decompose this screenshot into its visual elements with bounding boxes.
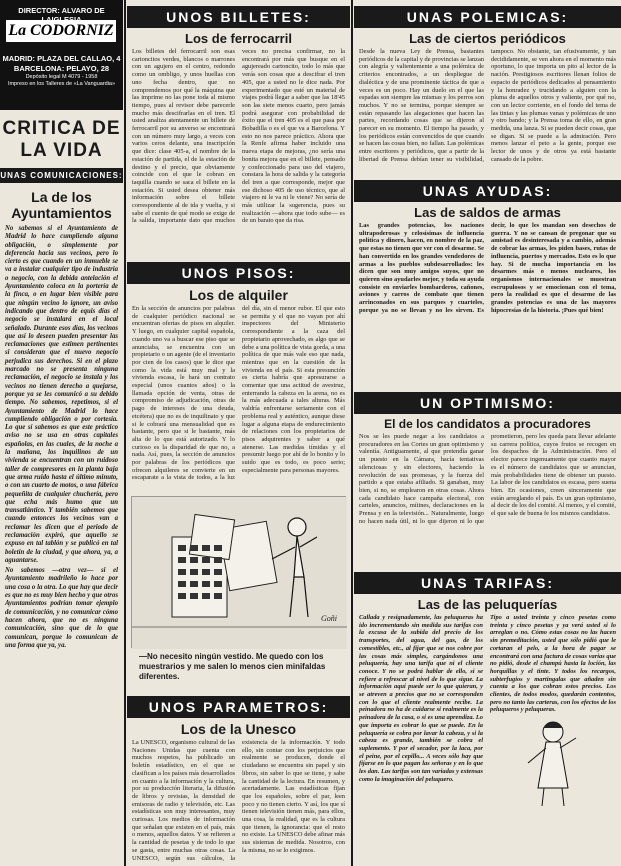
billetes-section <box>127 0 350 260</box>
director: DIRECTOR: ALVARO DE <box>18 6 105 15</box>
pisos-text: En la sección de anuncios por palabras de cualquier periódico nacional se encuentran ofertas de pisos en alquiler. Y luego, en cualquier capital española, cuando uno va a buscar ese piso que se anunciaba, se encuentra con un propietario o un agente (de el inventario por cien de los casos) que le dice que como la vida está muy mal y la vivienda escasa, le hará un contrato especial (unos cuantos años) o la llamada opción de venta, otras de compromiso de adjudicación, otras de pago de intereses de una deuda, etcétera) que no es de inquilinato y que si le cobrará una mensualidad que es bastante, pero que si le bastante, más alta de lo que está autorizado. Y lo curioso es la disparidad de que no, a nada. Así, pues, la sección de anuncios por palabras de los periódicos que ofrecen alquileres se convierte en un escaparate a la vista de todos, a la luz del día, sin el menor rubor. El que esto se permita y el que no vayan por ahí inspectores del Ministerio correspondiente a la caza del propietario aprovechado, es algo que se debe a una política de vista gorda, a una política de que más vale eso que nada, mientras que en la cuestión de la vivienda en el país. Si esta presunción es cierta habría que apresurarse a comentar que una actitud de avestruz, enterrando la cabeza en la arena, no es la más adecuada a tales alturas. Más valdría enfrentarse seriamente con el problema real y auténtico, aunque diese lugar a alguna etapa de endurecimiento de relaciones con los propietarios de pisos adquirentes y saber a qué atenerse. Las medidas tímidas y el presumir luego por ahí de lo bonito y lo suido que es todo, es poco serio; especialmente para personas mayores. <box>132 305 345 482</box>
column-rule-2 <box>351 0 353 866</box>
parametros-section <box>127 696 350 866</box>
optimismo-text: Nos se les puede negar a los candidatos a procuradores en las Cortes un gran optimismo y valentía. Antiguamente, al que pretendía ganar un puesto en la Cámara, hacía tentativas silenciosas y sin electores, haciendo la revolución de sus promesas, y la fuerza del partido a que estaba afiliado. Si ganaban, muy bien, si no, se emplearon en otras cosas. Ahora cada candidato hace campaña electoral, con carteles, anuncios, mítines, declaraciones en la Prensa y en la televisión... Naturalmente, luego no hacen nada útil, ni lo que dijeron ni lo que prometieron, pero les queda para llevar adelante su carrera política, cuyos frutos se recogen en los despachos de la Administración. Pero el elector parece ingenuamente que cuanto mayor es el número de candidatos que se anuncian, más probabilidades tiene de obtener un puesto. La labor de los candidatos es escasa, pero suena bien. En ocasiones, creen sinceramente que están arreglando el país. Es un gran optimismo, al decir de los del comité. Al menos, y el comité, el que sale de buena fe los mismos candidatos. <box>359 433 616 525</box>
tarifas-section <box>354 572 621 866</box>
ayudas-band: UNAS AYUDAS: <box>354 180 621 202</box>
optimismo-section <box>354 392 621 570</box>
cartoon-section <box>127 496 350 694</box>
optimismo-headline: El de los candidatos a procuradores <box>384 417 591 431</box>
critica-section <box>0 114 123 866</box>
tarifas-text-2: Tipo a usted treinta y cinco pesetas como treinta y cinco pesetas y ya verá usted si lo arreglan o no. Cómo estas cosas no las hacen sin premeditación, usted que sólo pidió que le cortaran el pelo, a la hora de pagar se encontrará con una factura de cosas varias que no pidió, desde el champú hasta la loción, las horquillas y el tinte. Y todos los recargos, subterfugios y martingalas que añaden sin cuenta a los que cobran estos precios. Los clientes, de todos modos, quedarán contentos, pero no tanto las carteras, con los efectos de los peluqueros y peluqueras. <box>490 614 616 714</box>
column-rule <box>124 0 126 866</box>
tarifas-headline: Las de las peluquerías <box>417 597 558 612</box>
billetes-text: Los billetes del ferrocarril son esas cartoncitos verdes, blancos o marrones con un agujero en el centro, redondo como un ombligo, y unos huellas con uno fecha dentro, que no comprendemos por qué la máquina que las imprime no las pone toda al mismo tiempo, pues al revisor debe parecerle mucho más descifrarlas en el tren. El usted analiza atentamente un billete de ferrocarril por su anverso se encontrará con un número muy largo, a veces con varios ceros delante, una inscripción que dice: clase 405-a, el nombre de la estación de partida, el de la estación de destino y el precio, que obviamente coincide con el que le cobran en taquilla cuando se saca el billete en la estación. Si usted desea obtener más información sobre el billete correspondiente al de ida y vuelta, y si sabe el cuento de qué modo se exige de la salida, importante dato que muchos veces no precisa confirmar, no la encontrará por más que busque en el agujereado cartoncito, todo lo más que verás son cosas que a descifrar el tren 405, que a usted no le dice nada. Por experimentado que esté un material de viajes podrá llegar a saber que las 18'45 son las siete menos cuarto, pero jamás podrá asegurar con probabilidad de éxito que el tren 405 es el que pasa por Bobadilla o es el que va a Barcelona. Y esto no nos parece práctico. Ahora que la Renfe afirma haber incluido una nueva etapa de mejoras, ¿no sería una bonita mejora que en el billete, pensado y confeccionado para uso del viajero, constara la hora de salida y la categoría del tren a que corresponde, mejor que ese dichoso 405 de uso técnico, que al viajero ni le va ni le viene? No sería de más utilizar la sugerencia, pues su realización —ahora que todo sube— es de un barato que da risa. <box>132 48 345 225</box>
ayudas-text: Las grandes potencias, los naciones ultrapoderosas y celosísimas de influencia política y dinero, hacen, en nombre de la paz, que estas no tienen que ver con el desarme. Se han convertido en los grandes vendedores de armas a los pueblos subdesarrollados: les dicen que son muy amigos suyos, que no quieren sino ayudarles mejor, y toda su ayuda consiste en enviarles bombarderos, cañones, aviones y carros de combate que tienen arrinconados en sus parques y cuarteles, porque ya no se llevan y no les sirven. Es decir, lo que les mandan son desechos de guerra. Y no se cansan de pregonar que su amistad es desinteresada y a cambio, además de cobrar las armas, les piden bases, rutas de influencia, puertos y mercados. Esto es lo que hay. Si de mucha importancia en los desarmes más o menos nucleares, los organismos internacionales se muestran escrupulosos y se emocionan con el tema, pero la realidad es que el desarme de las grandes potencias es una de las mayores hipocresías de la historia. ¡Pues qué bien! <box>359 222 616 314</box>
ayuntamientos-headline: La de los Ayuntamientos <box>11 189 112 221</box>
cartoon-drawing <box>132 497 347 649</box>
pisos-band: UNOS PISOS: <box>127 262 350 284</box>
ayudas-headline: Las de saldos de armas <box>414 205 561 220</box>
tarifas-text: Callada y resignadamente, las peluqueras ha ido incrementando sin medida sus tarifas con la excusa de la subida del precio de los transportes, del agua, del gas, de los comestibles, etc., al fijar que se nos cobre por las cosas más simples, cargándonos una peluquería, hay una tarifa que ni el cliente conoce. Y no se podrá hablar de ello, si se refiere a refrescar al nivel de lo que sigue. La información aquí puede ser lo que quieran, y se atreven a precios que no se corresponden con lo que el cliente realmente recibe. La peinadora no ha de cuidarse si realmente es la peinadora de la casa, o si es una aprendiza. Lo que importa es cobrar lo que se puede. En la peluquería se cobra por lavar la cabeza, y si la cabeza es grande, también se cobra el suplemento. Y por el secador, por la laca, por el peine, por el cepillo... A veces sólo hay que fijarse en lo que pagan las señoras y en lo que les dan. Las tarifas son tan variadas y extensas como la imaginación del peluquero. <box>359 614 483 783</box>
address-madrid: MADRID: PLAZA DEL CALLAO, 4 <box>2 54 121 63</box>
printer-note: Impreso en los Talleres de «La Vanguardia» <box>7 81 116 87</box>
ayuntamientos-text-2: No sabemos —otra vez— si el Ayuntamiento madrileño lo hace por una cosa o la otra. Lo que hay que decir es que no es muy bien hecho y que otros Ayuntamientos podrían tomar ejemplo de comunicación, y no comunicar cómo hacen ahora, que no es ninguna comunicación, sino que de lo que comunican, porque lo comunican de una forma que ya, ya. <box>5 567 118 649</box>
parametros-text: La UNESCO, organismo cultural de las Naciones Unidas que cuenta con muchos respetos, ha publicado un boletín estadístico, en el que se clasifican a los países más desarrollados en cuanto a la información y la cultura, por su producción literaria, la difusión de libros y revistas, la densidad de emisoras de radio y televisión, etc. Las estadísticas son muy interesantes, muy curiosas. Los medios de información que señalan que existen en el país, más o menos, aquellos datos. Y se refieren a la cantidad de pesetas y de todo lo que se gasta, entre muchas otras cosas. La UNESCO, según sus cálculos, la existencia de la información. Y todo ello, sin contar con los perjuicios que realmente se producen, donde el ciudadano se encuentra sin papel y sin libros, sin saber lo que se tiene, y sabe la cantidad de la lectura. En resumen, y acertadamente. Las estadísticas fijan que los españoles, sobre el par, leen poco y no tienen cierto. Y así, los que sí tienen televisión tienen más, para ellos, una cosa, la realidad, que es la cultura que tienen, la ignorancia: que el resto no existe. La UNESCO debe afinar más sus sistemas de medida. Nosotros, con la misma, no se lo exigimos. <box>132 739 345 862</box>
pisos-headline: Los de alquiler <box>189 287 288 303</box>
cartoon-signature: Goñi <box>321 614 337 623</box>
critica-title: CRITICA DE LA VIDA <box>2 118 121 161</box>
masthead <box>0 0 123 110</box>
logo: La CODORNIZ <box>6 20 116 42</box>
ayuntamientos-text: No sabemos si el Ayuntamiento de Madrid lo hace cumpliendo alguna obligación, o simplemente por deferencia hacia sus vecinos, pero lo cierto es que cuando en un inmueble se va a instalar cualquier tipo de industria o negocio, con la debida antelación el Ayuntamiento coloca en la portería de la finca, o en lugar bien visible para que ningún vecino lo ignore, un aviso indicando que dentro de equis días el negocio se instalará en el local señalado. Durante esos días, los vecinos que así lo deseen pueden presentar las reclamaciones que estimen pertinentes si consideran que el nuevo negocio perjudica sus derechos. Si en el plazo marcado no se presenta ninguna reclamación, el negocio se instala y los vecinos no tienen derecho a quejarse, porque ya se les comunicó a su debido tiempo. No sabemos, repetimos, si el Ayuntamiento de Madrid lo hace cumpliendo obligación o por cortesía. Lo que sí sabemos es que este práctico aviso no se usa en otras capitales españolas, en las cuales, de la noche a la mañana, los inquilinos de un vivienda se encuentran con un ruidoso taller de compresores en la planta baja que arma ruido hasta el último minuto, o con un cuarto de motos, o una fábrica pequeñita de cualquier chuchería, pero que echa más humo que un transatlántico. Y también sabemos que cuando entonces los vecinos van a reclamar les dicen que el periodo de reclamación expiró, que aquello se expuso en tal tablón y se publicó en tal boletín de la ciudad, y que ahora, ya, a aguantarse. <box>5 225 118 564</box>
ayudas-section <box>354 180 621 390</box>
tarifas-band: UNAS TARIFAS: <box>354 572 621 594</box>
polemicas-text: Desde la nueva Ley de Prensa, bastantes periódicos de la capital y de provincias se lanzan con alegría y valientemente a una polémica de criterios encontrados, a un despliegue de dialéctica y de una prominente táctica de que a veces es un poco. Hay un duelo en el que las espadas son siempre las mismas y los perros son muchos. Y no se termina, porque siempre se están repasando las alegaciones que hacen las partes, recordando cosas que se dijeron al parecer en su momento. El tiempo ha pasado, y los periódicos están convencidos de que cuando se hacen las cosas bien, no fallan. Las polémicas entre escritores y periódicos, que a partir de la libertad de Prensa debían tener su visibilidad, tampoco. No obstante, tan efusivamente, y tan decididamente, se ven ahora en el momento más oportuno, lo que importa un pito al lector de la nación. Prestigiosos escritores llenan folios de espacio de periódicos dedicados al pensamiento y la honradez y trucidando a alguien con la pluma de aquellos otros y valiente, por qué no, con un lector corriente, en el fondo del tema de las tintas y las plumas vanas y polémicas de uno y otro bando; y la Prensa toma de ello, en gran medida, una lanza. Si se pueden decir cosas, que se digan. Si se puede a la admiración. Pero menos lanzar el peto a la gente, porque ese lector de unos y de otros ya está bastante cansado de la pobre. <box>359 48 616 163</box>
billetes-headline: Los de ferrocarril <box>185 31 292 46</box>
comunicaciones-band: UNAS COMUNICACIONES: <box>0 168 123 183</box>
parametros-headline: Los de la Unesco <box>180 721 297 737</box>
polemicas-section <box>354 0 621 178</box>
pisos-section <box>127 262 350 494</box>
address-barcelona: BARCELONA: PELAYO, 28 <box>13 64 110 73</box>
legal-deposit: Depósito legal M 4079 - 1958 <box>25 74 98 80</box>
cartoon-illustration <box>131 496 346 648</box>
polemicas-band: UNAS POLEMICAS: <box>354 6 621 28</box>
cartoon-caption: —No necesito ningún vestido. Me quedo con los muestrarios y me salen lo menos cien minifaldas diferentes. <box>139 652 326 681</box>
billetes-band: UNOS BILLETES: <box>127 6 350 28</box>
parametros-band: UNOS PARAMETROS: <box>127 696 350 718</box>
woman-illustration <box>508 718 598 808</box>
optimismo-band: UN OPTIMISMO: <box>354 392 621 414</box>
polemicas-headline: Las de ciertos periódicos <box>409 31 566 46</box>
